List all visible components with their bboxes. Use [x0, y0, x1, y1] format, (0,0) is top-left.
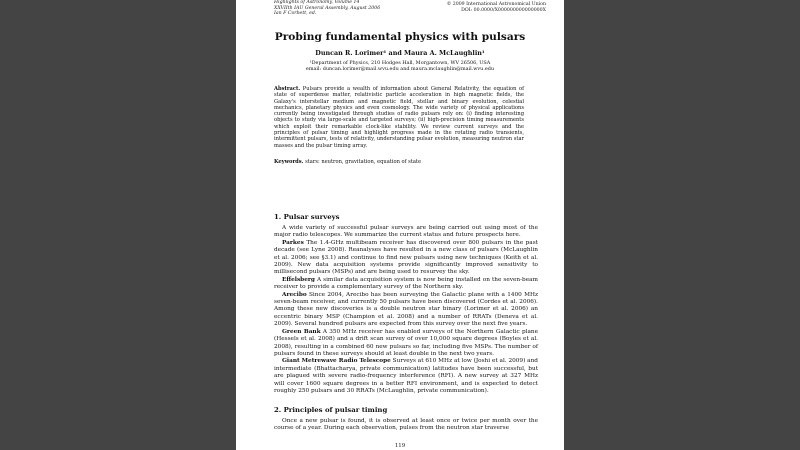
survey-paragraph	[274, 277, 538, 292]
survey-text: A similar data acquisition system is now being installed on the seven-beam receiver to provide a complementary survey of the Northern sky.	[274, 276, 538, 291]
copyright-line: © 2009 International Astronomical Union	[446, 2, 546, 7]
survey-label: Effelsberg	[282, 276, 315, 283]
survey-text: Since 2004, Arecibo has been surveying the Galactic plane with a 1400 MHz seven-beam receiver, and currently 50 pulsars have been discovered (Cordes et al. 2006). Among these new discoveries is a double neutron star binary (Lorimer et al. 2006) an eccentric binary MSP (Champion et al. 2008) and a number of RRATs (Deneva et al. 2009). Several hundred pulsars are expected from this survey over the next five years.	[274, 291, 539, 328]
copyright-header	[447, 2, 546, 14]
keywords	[274, 159, 524, 165]
page-number: 119	[394, 443, 406, 449]
affiliation-email: email: duncan.lorimer@mail.wvu.edu and maura.mclaughlin@mail.wvu.edu	[305, 66, 495, 73]
paper-page	[236, 0, 564, 450]
section-heading: 1. Pulsar surveys	[274, 213, 340, 221]
section-body	[274, 418, 538, 433]
survey-text: Surveys at 610 MHz at low (Joshi et al. 2009) and intermediate (Bhattacharya, private communication) latitudes have been successful, but are plagued with severe radio-frequency interference (RFI). A new survey at 327 MHz will cover 1600 square degrees in a better RFI environment, and is expected to detect roughly 250 pulsars and 30 RRATs (McLaughlin, private communication).	[274, 358, 538, 394]
section-body	[274, 225, 538, 395]
journal-header-line: Highlights of Astronomy, Volume 14	[274, 0, 360, 5]
survey-text: A 350 MHz receiver has enabled surveys of the Northern Galactic plane (Hessels et al. 2008) and a drift scan survey of over 10,000 square degrees (Boyles et al. 2008), resulting in a combined 60 new pulsars so far, including five MSPs. The number of pulsars found in these surveys should at least double in the next two years.	[274, 328, 538, 357]
survey-label: Parkes	[282, 239, 304, 246]
abstract	[274, 86, 524, 149]
journal-header-line: XXVIIth IAU General Assembly, August 2006	[274, 5, 381, 11]
abstract-label: Abstract.	[274, 86, 301, 92]
affiliation	[236, 60, 564, 73]
section-intro: Once a new pulsar is found, it is observed at least once or twice per month over the course of a year. During each observation, pulses from the neutron star traverse	[274, 418, 538, 432]
survey-paragraph	[274, 329, 538, 359]
affiliation-dept: ¹Department of Physics, 210 Hodges Hall, Morgantown, WV 26506, USA	[309, 60, 491, 66]
doi-line: DOI: 00.0000/X000000000000000X	[461, 7, 546, 13]
survey-paragraph	[274, 240, 538, 277]
section-heading: 2. Principles of pulsar timing	[274, 406, 388, 414]
journal-header-line: Ian F Corbett, ed.	[274, 11, 317, 17]
survey-paragraph	[274, 358, 538, 395]
paper-title: Probing fundamental physics with pulsars	[274, 31, 526, 43]
survey-text: The 1.4-GHz multibeam receiver has discovered over 800 pulsars in the past decade (see Lyne 2008). Reanalyses have resulted in a new class of pulsars (McLaughlin et al. 2006; see §3.1) and continue to find new pulsars using new techniques (Keith et al. 2009). New data acquisition systems provide significantly improved sensitivity to millisecond pulsars (MSPs) and are being used to resurvey the sky.	[274, 239, 538, 276]
survey-label: Arecibo	[282, 291, 307, 298]
section-intro: A wide variety of successful pulsar surveys are being carried out using most of the major radio telescopes. We summarize the current status and future prospects here.	[274, 225, 538, 239]
keywords-text: stars: neutron, gravitation, equation of state	[305, 159, 422, 165]
survey-label: Green Bank	[282, 328, 321, 335]
journal-header	[274, 0, 380, 17]
survey-paragraph	[274, 292, 538, 329]
paper-authors: Duncan R. Lorimer¹ and Maura A. McLaughlin¹	[315, 49, 485, 57]
survey-label: Giant Metrewave Radio Telescope	[282, 358, 391, 365]
keywords-label: Keywords.	[274, 159, 304, 165]
abstract-text: Pulsars provide a wealth of information about General Relativity, the equation of state of superdense matter, relativistic particle acceleration in high magnetic fields, the Galaxy's interstellar medium and magnetic field, stellar and binary evolution, celestial mechanics, planetary physics and even cosmology. The wide variety of physical applications currently being investigated through studies of radio pulsars rely on: (i) finding interesting objects to study via large-scale and targeted surveys; (ii) high-precision timing measurements which exploit their remarkable clock-like stability. We review current surveys and the principles of pulsar timing and highlight progress made in the rotating radio transients, intermittent pulsars, tests of relativity, understanding pulsar evolution, measuring neutron star masses and the pulsar timing array.	[274, 86, 524, 149]
